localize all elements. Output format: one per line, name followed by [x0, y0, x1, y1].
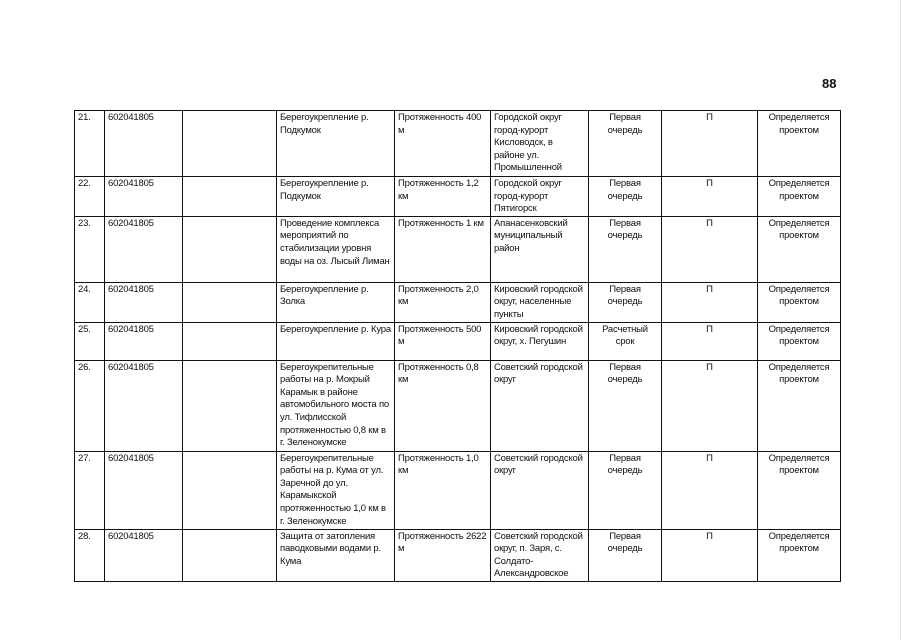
code-cell: 602041805	[105, 177, 183, 217]
responsible-cell: Определяется проектом	[758, 451, 841, 529]
responsible-cell: Определяется проектом	[758, 282, 841, 322]
status-code-cell: П	[662, 360, 758, 451]
object-name-cell: Берегоукрепление р. Золка	[277, 282, 395, 322]
length-cell: Протяженность 2622 м	[395, 529, 491, 581]
length-cell: Протяженность 2,0 км	[395, 282, 491, 322]
empty-cell	[183, 177, 277, 217]
status-code-cell: П	[662, 177, 758, 217]
table-row	[75, 360, 841, 451]
stage-cell: Первая очередь	[589, 282, 662, 322]
empty-cell	[183, 451, 277, 529]
length-cell: Протяженность 400 м	[395, 111, 491, 177]
object-name-cell: Берегоукрепление р. Подкумок	[277, 177, 395, 217]
location-cell: Кировский городской округ, населенные пункты	[491, 282, 589, 322]
stage-cell: Первая очередь	[589, 216, 662, 282]
location-cell: Городской округ город-курорт Кисловодск, в районе ул. Промышленной	[491, 111, 589, 177]
responsible-cell: Определяется проектом	[758, 111, 841, 177]
responsible-cell: Определяется проектом	[758, 529, 841, 581]
object-name-cell: Защита от затопления паводковыми водами р. Кума	[277, 529, 395, 581]
stage-cell: Первая очередь	[589, 360, 662, 451]
object-name-cell: Берегоукрепительные работы на р. Кума от ул. Заречной до ул. Карамыкской протяженностью 1,0 км в г. Зеленокумске	[277, 451, 395, 529]
table-row	[75, 282, 841, 322]
responsible-cell: Определяется проектом	[758, 360, 841, 451]
table-row	[75, 529, 841, 581]
stage-cell: Первая очередь	[589, 451, 662, 529]
objects-table	[74, 110, 841, 582]
table-row	[75, 451, 841, 529]
row-number-cell: 28.	[75, 529, 105, 581]
empty-cell	[183, 282, 277, 322]
status-code-cell: П	[662, 282, 758, 322]
stage-cell: Расчетный срок	[589, 322, 662, 360]
code-cell: 602041805	[105, 529, 183, 581]
code-cell: 602041805	[105, 282, 183, 322]
location-cell: Городской округ город-курорт Пятигорск	[491, 177, 589, 217]
status-code-cell: П	[662, 322, 758, 360]
object-name-cell: Берегоукрепление р. Кура	[277, 322, 395, 360]
code-cell: 602041805	[105, 451, 183, 529]
stage-cell: Первая очередь	[589, 111, 662, 177]
page-number: 88	[822, 76, 837, 91]
length-cell: Протяженность 1 км	[395, 216, 491, 282]
responsible-cell: Определяется проектом	[758, 322, 841, 360]
location-cell: Советский городской округ	[491, 360, 589, 451]
table-row	[75, 216, 841, 282]
table-row	[75, 111, 841, 177]
location-cell: Кировский городской округ, х. Пегушин	[491, 322, 589, 360]
length-cell: Протяженность 500 м	[395, 322, 491, 360]
status-code-cell: П	[662, 111, 758, 177]
empty-cell	[183, 360, 277, 451]
empty-cell	[183, 322, 277, 360]
location-cell: Апанасенковский муниципальный район	[491, 216, 589, 282]
code-cell: 602041805	[105, 111, 183, 177]
stage-cell: Первая очередь	[589, 177, 662, 217]
row-number-cell: 27.	[75, 451, 105, 529]
row-number-cell: 24.	[75, 282, 105, 322]
table-row	[75, 177, 841, 217]
object-name-cell: Берегоукрепление р. Подкумок	[277, 111, 395, 177]
status-code-cell: П	[662, 451, 758, 529]
code-cell: 602041805	[105, 216, 183, 282]
empty-cell	[183, 111, 277, 177]
empty-cell	[183, 529, 277, 581]
length-cell: Протяженность 1,0 км	[395, 451, 491, 529]
length-cell: Протяженность 1,2 км	[395, 177, 491, 217]
location-cell: Советский городской округ	[491, 451, 589, 529]
row-number-cell: 23.	[75, 216, 105, 282]
status-code-cell: П	[662, 529, 758, 581]
row-number-cell: 25.	[75, 322, 105, 360]
code-cell: 602041805	[105, 322, 183, 360]
empty-cell	[183, 216, 277, 282]
row-number-cell: 21.	[75, 111, 105, 177]
table-row	[75, 322, 841, 360]
scan-edge-line	[900, 0, 901, 640]
status-code-cell: П	[662, 216, 758, 282]
row-number-cell: 22.	[75, 177, 105, 217]
object-name-cell: Берегоукрепительные работы на р. Мокрый Карамык в районе автомобильного моста по ул. Тифлисской протяженностью 0,8 км в г. Зеленокумске	[277, 360, 395, 451]
location-cell: Советский городской округ, п. Заря, с. Солдато-Александровское	[491, 529, 589, 581]
responsible-cell: Определяется проектом	[758, 216, 841, 282]
stage-cell: Первая очередь	[589, 529, 662, 581]
object-name-cell: Проведение комплекса мероприятий по стабилизации уровня воды на оз. Лысый Лиман	[277, 216, 395, 282]
row-number-cell: 26.	[75, 360, 105, 451]
length-cell: Протяженность 0,8 км	[395, 360, 491, 451]
responsible-cell: Определяется проектом	[758, 177, 841, 217]
code-cell: 602041805	[105, 360, 183, 451]
